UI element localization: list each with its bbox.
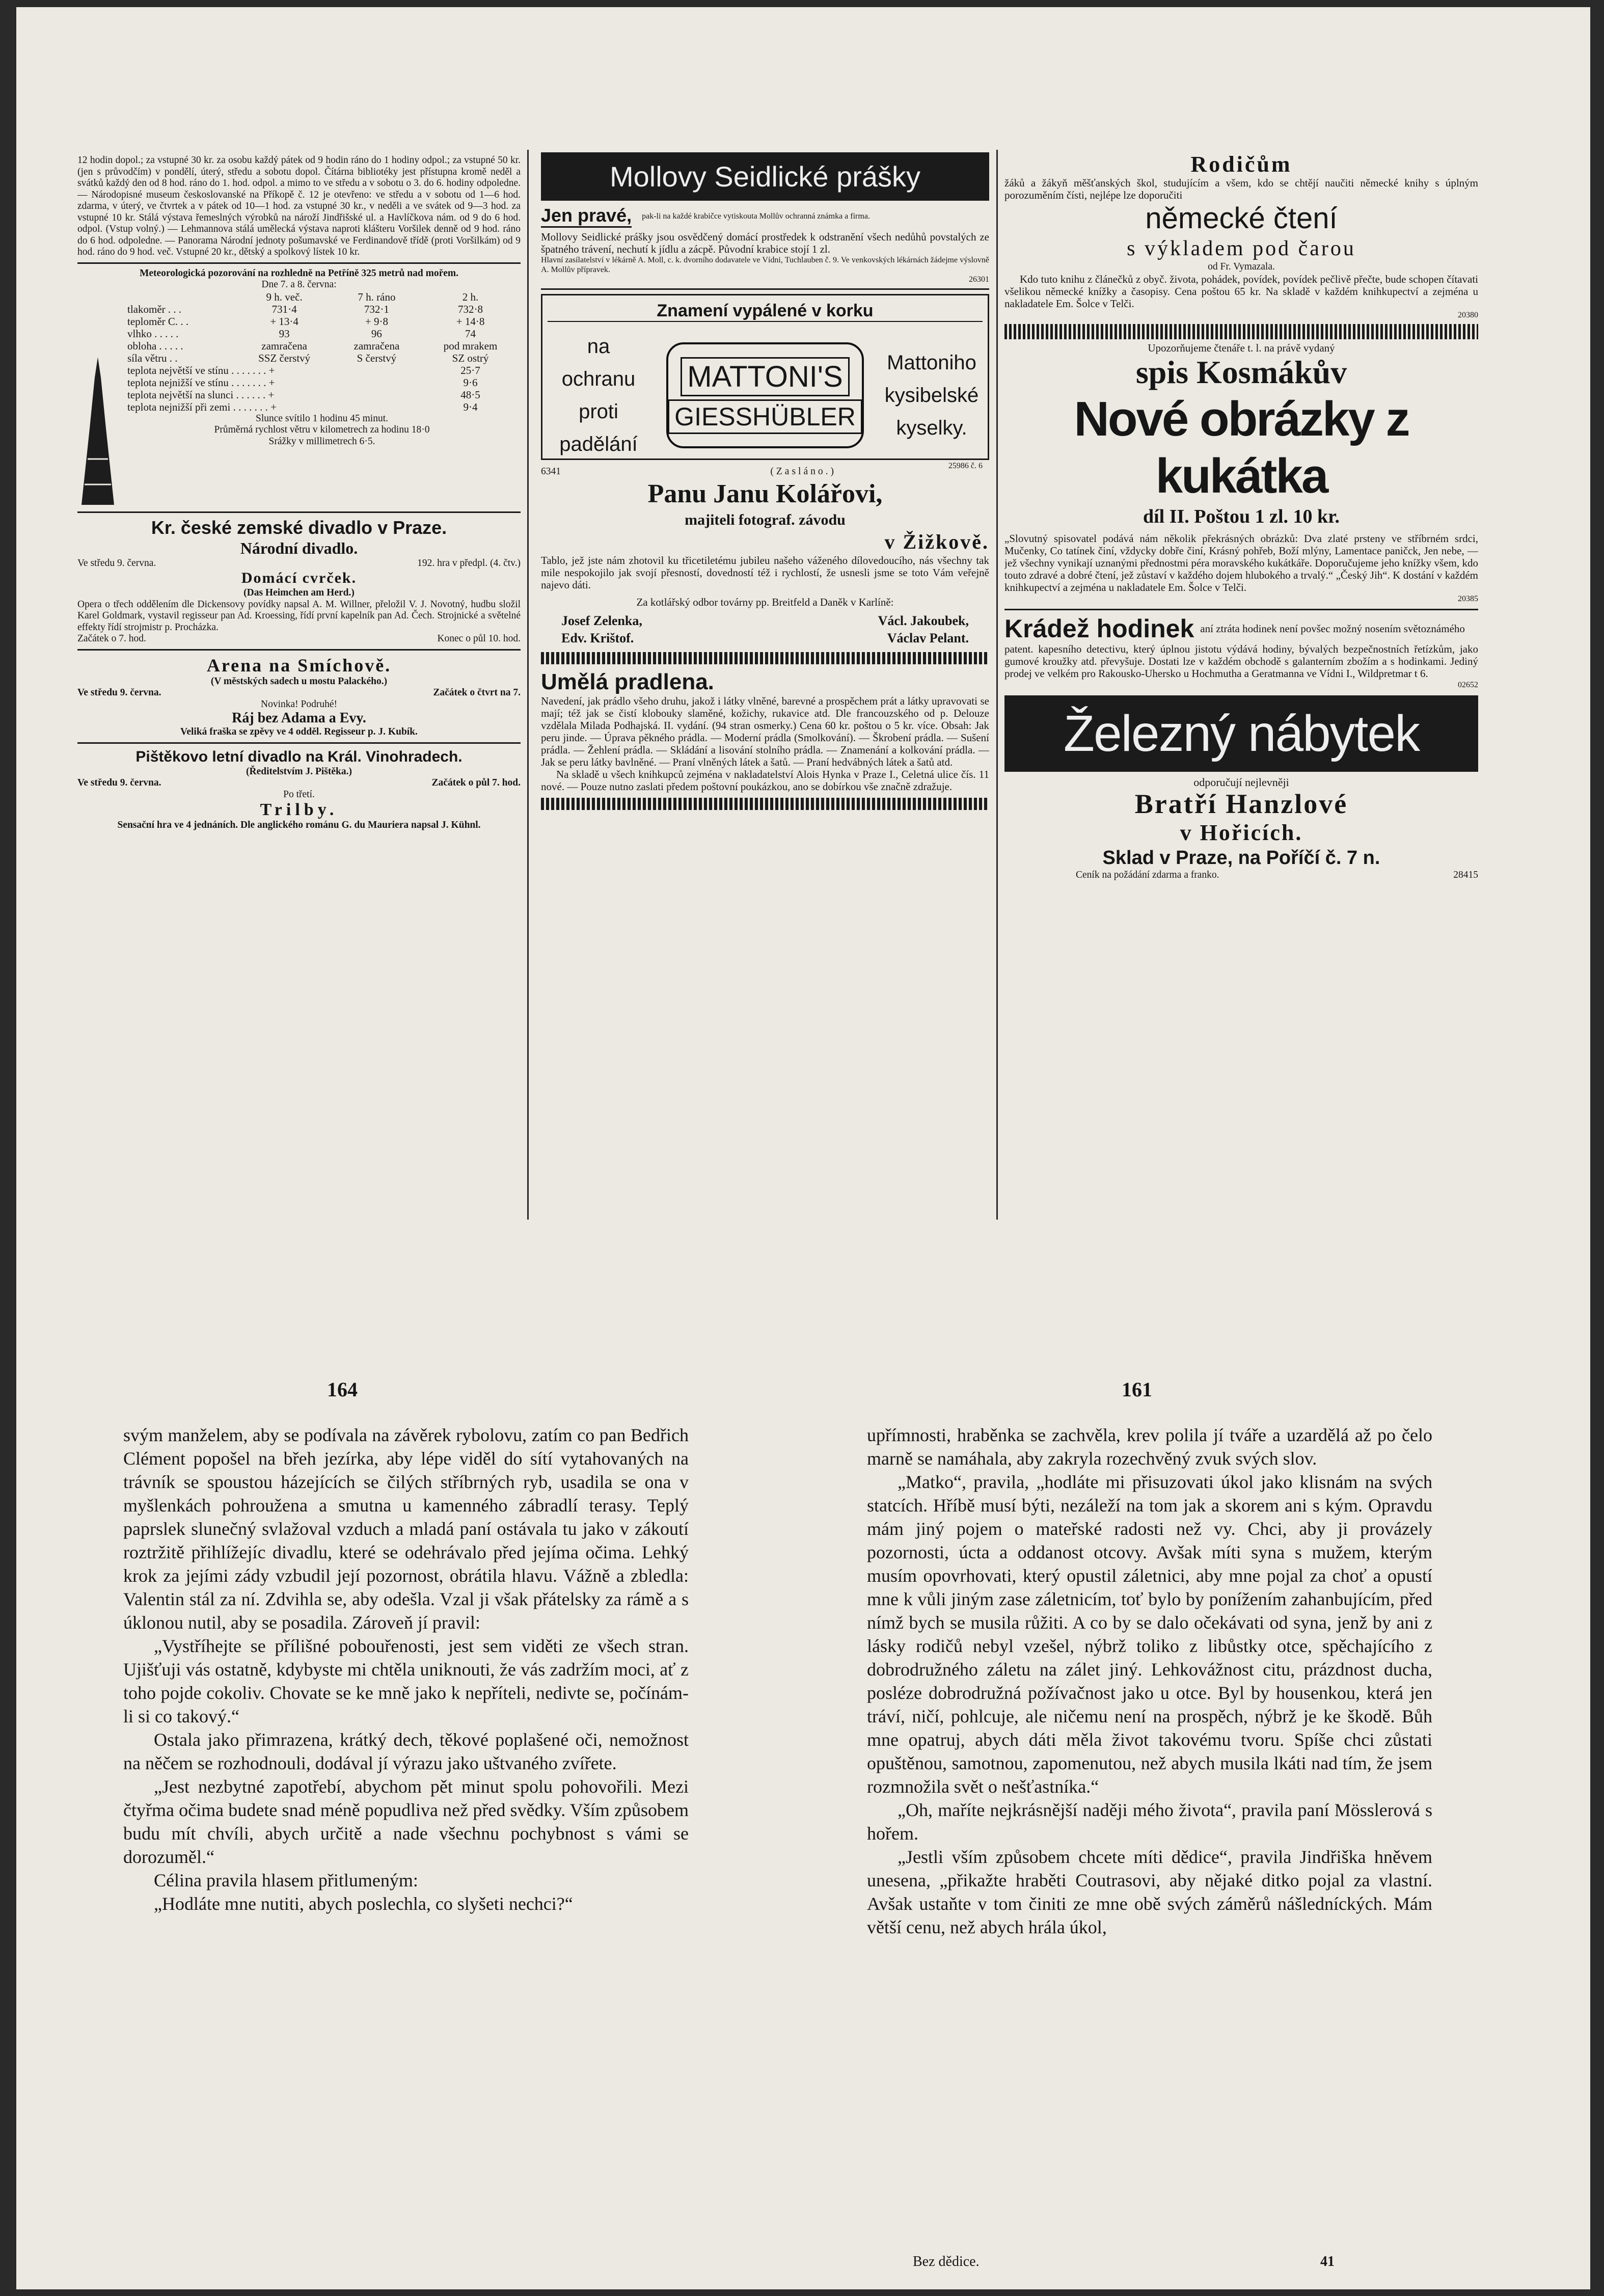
story-paragraph: Célina pravila hlasem přitlumeným: [154, 1870, 418, 1890]
arena-desc: Veliká fraška se zpěvy ve 4 odděl. Regisseur p. J. Kubík. [180, 726, 418, 737]
pradlena-text: Navedení, jak prádlo všeho druhu, jakož i látky vlněné, barevné a prospěchem prát a látky upravovati se mají; též jak se čistí klobouky slaměné, kožichy, rukavice atd. Dle francouzského od p. Delouze vzdělala Milada Podhajská. II. vydání. (94 stran osmerky.) Cena 60 kr. poštou o 5 kr. více. Obsah: Jak peru jinde. — Úprava pěkného prádla. — Moderní prádla (Smolkování). — Škrobení prádla. — Sušení prádla. — Žehlení prádla. — Skládání a lisování stolního prádla. — Znamenání a kolkování prádla. — Jak se peru látky bavlněné. — Praní vlněných látek a šatů. — Praní hedvábných látek a šatů atd. [541, 694, 989, 768]
divider [1004, 609, 1478, 610]
rodice-book-subtitle: s výkladem pod čarou [1127, 237, 1356, 260]
zelezny-town: v Hořicích. [1180, 820, 1303, 845]
moll-note: pak-li na každé krabičce vytiskouta Mollův ochranná známka a firma. [642, 212, 870, 221]
story-right [867, 1423, 1432, 1939]
meteo-head-row: 9 h. več. 7 h. ráno 2 h. [266, 290, 479, 303]
column-rule-2 [996, 150, 998, 1220]
theatre-end: Konec o půl 10. hod. [437, 633, 521, 644]
pistek-date: Ve středu 9. června. [77, 777, 161, 788]
museum-hours: 12 hodin dopol.; za vstupné 30 kr. za osobu každý pátek od 9 hodin ráno do 1 hodiny odpol.; za vstupné 50 kr. (jen s průvodčím) v pondělí, úterý, středu a sobotu dopol. Čítárna bibliotéky jest přístupna kromě neděl a svátků každý den od 8 hod. ráno do 1. hod. odpol. a mimo to ve středu a v sobotu o 3. do 6. hodiny odpoledne. — Národopisné museum českoslovanské na Příkopě č. 12 je otevřeno: ve středu a v sobotu od 1—6 hod. zdarma, v úterý, ve čtvrtek a v pátek od 10—1 hod. za vstupné 30 kr., v neděli a ve svátek od 9—3 hod. za vstupné 10 kr. Stálá výstava řemeslných výrobků na nároží Jindřišské ul. a Havlíčkova nám. od 9 do 6 hod. odpol. (Vstup volný.) — Lehmannova stálá umělecká výstava naproti klášteru Voršilek denně od 9 hod. ráno do 6 hod. odpoledne. — Panorama Národní jednoty pošumavské ve Ferdinandově třídě (proti Voršilkám) od 9 hod. ráno do 9 hod. več. Vstupné 20 kr., dětský a spolkový lístek 10 kr. [77, 155, 521, 257]
page-number-right: 161 [1122, 1378, 1152, 1401]
pistek-title: Pištěkovo letní divadlo na Král. Vinohradech. [135, 748, 463, 765]
kradez-title: Krádež hodinek [1004, 614, 1194, 643]
pistek-start: Začátek o půl 7. hod. [431, 777, 521, 788]
kolar-number: 6341 [541, 466, 561, 477]
meteo-row: obloha . . . . . zamračena zamračena pod mrakem [127, 339, 498, 352]
story-paragraph: „Jest nezbytné zapotřebí, abychom pět minut spolu pohovořili. Mezi čtyřma očima budete snad méně popudliva než před svědky. Vším způsobem budu mít chvíli, abych určitě a nade všechnu pochybnost s vámi se dorozuměl.“ [123, 1776, 689, 1867]
kolar-text: Tablo, jež jste nám zhotovil ku třicetiletému jubileu našeho váženého dílovedoucího, nás všechny tak mile nespokojilo jak svojí přesností, dovedností též i rychlostí, že usnesli jsme se toto Vám veřejně najevo dáti. [541, 554, 989, 591]
zelezny-store: Sklad v Praze, na Poříčí č. 7 n. [1102, 847, 1380, 869]
kosmak-text: „Slovutný spisovatel podává nám několik překrásných obrázků: Dva zlaté prsteny ve stříbrném srdci, Mučenky, Co tatínek činí, vždycky dobře činí, Krásný pohřeb, Boží mlýny, Lamentace paničck, Jen nebe, — jež všechny vynikají uznanými přednostmi péra moravského kukátkáře. Doporučujeme jeho knížky všem, kdo touto zdravé a dobré čtení, jež zůstaví v každého dojem hlubokého a trvalý.“ „Český Jih“. K dostání v každém knihkupectví a zejména u nakladatele Em. Šolce v Telči. [1004, 532, 1478, 593]
ornament-bar [541, 652, 989, 664]
column-left [77, 155, 521, 1240]
divider [77, 262, 521, 264]
story-paragraph: „Hodláte mne nutiti, abych poslechla, co slyšeti nechci?“ [154, 1894, 573, 1914]
pradlena-stock: Na skladě u všech knihkupců zejména v nakladatelství Alois Hynka v Praze I., Celetná ulice čís. 11 nové. — Pouze nutno zaslati předem poštovní poukázkou, ano se dobírkou vše značně zdražuje. [541, 768, 989, 793]
story-paragraph: svým manželem, aby se podívala na závěrek rybolovu, zatím co pan Bedřich Clément popošel na břeh jezírka, aby lépe viděl do sítí vytahovaných na trávník se spoustou házejících se čilých stříbrných ryb, usadila se ona v myšlenkách pohroužena a smutna u kamenného zábradlí terasy. Teplý paprslek slunečný svlažoval vzduch a mladá paní ostávala tu jako v zákoutí roztržitě přihlížejíc divadlu, které se odehrávalo před jejíma očima. Lehký krok za jejími zády vzbudil její pozornost, obrátila hlavu. Vážně a zbledla: Valentin stál za ní. Zdvihla se, aby odešla. Vzal ji však přátelsky za rámě a s úklonou nutil, aby se posadila. Zároveň jí pravil: [123, 1425, 689, 1633]
rodice-desc: Kdo tuto knihu z článečků z obyč. života, pohádek, povídek, povídek pečlivě přečte, bude schopen čítavati všelikou německé knížky a časopisy. Cena poštou 65 kr. Na skladě v každém knihkupectví a zejména u nakladatele Em. Šolce v Telči. [1004, 273, 1478, 310]
arena-start: Začátek o čtvrt na 7. [433, 687, 521, 698]
kolar-signature: Václav Pelant. [887, 630, 969, 645]
moll-distribution: Hlavní zasílatelství v lékárně A. Moll, c. k. dvorního dodavatele ve Vídni, Tuchlauben č. 9. Ve venkovských lékárnách žádejme výslovně A. Mollův přípravek. [541, 256, 989, 274]
pistek-subtitle: (Ředitelstvím J. Pištěka.) [246, 766, 352, 777]
story-paragraph: upřímnosti, hraběnka se zachvěla, krev polila jí tváře a uzardělá až po čelo marně se namáhala, aby zakryla rozechvěný zvuk svých slov. [867, 1425, 1432, 1469]
mattoni-number: 25986 č. 6 [948, 462, 983, 470]
arena-novelty: Novinka! Podruhé! [260, 698, 337, 710]
mattoni-left: proti [579, 400, 618, 423]
story-paragraph: Ostala jako přimrazena, krátký dech, těkové poplašené oči, nemožnost na něčem se rozhodnouli, dodával jí výrazu jako uštvaného zvířete. [123, 1730, 689, 1773]
meteo-table [123, 291, 521, 413]
footer-title: Bez dědice. [913, 2254, 980, 2270]
kradez-side: aní ztráta hodinek není povšec možný nosením světoznámého [1200, 623, 1465, 635]
rodice-author: od Fr. Vymazala. [1208, 261, 1275, 272]
mattoni-left: padělání [559, 433, 638, 455]
story-paragraph: „Matko“, pravila, „hodláte mi přisuzovati úkol jako klisnám na svých statcích. Hříbě musí býti, nezáleží na tom jak a skorem ani s kým. Opravdu mám jiný pojem o mateřské radosti než vy. Chci, aby ji provázely pozornosti, úcta a oddanost otcovy. Avšak míti syna s mužem, kterým musím opovrhovati, který opustil záletnici, aby mne pojal za choť a opustí mne k vůli jiným zase záletnicím, toť bylo by ponížením zahanbujícím, před nímž bych se musila růžiti. A co by se dalo očekávati od syna, jenž by ani z lásky rodičů nebyl vzešel, nýbrž toliko z libůstky otce, spěchajícího z dobrodružného záletu na zálet jiný. Lehkovážnost citu, prázdnost ducha, posléze dobrodružná požívačnost jako u otce. Byl by housenkou, která jen tráví, ničí, pohlcuje, ale ničemu není na prospěch, nýbrž je ke škodě. Bůh mne opatruj, abych dáti měla život takovému tvoru. Spíše chci zůstati opuštěnou, samotnou, zapomenutou, než abych musila lkáti nad tím, že jsem rozmnožila svět o nešťastníka.“ [867, 1472, 1432, 1797]
meteo-wind: Průměrná rychlost větru v kilometrech za hodinu 18·0 [214, 424, 430, 435]
zelezny-number: 28415 [1453, 870, 1478, 880]
divider [77, 649, 521, 651]
rodice-text: žáků a žákyň měšťanských škol, studujícím a všem, kdo se chtějí naučiti německé knihy s úplným porozuměním čísti, nejlépe lze doporučiti [1004, 177, 1478, 201]
arena-play: Ráj bez Adama a Evy. [232, 710, 366, 726]
moll-number: 26301 [969, 275, 989, 284]
meteo-rain: Srážky v millimetrech 6·5. [268, 436, 375, 447]
kolar-signature: Václ. Jakoubek, [878, 613, 969, 628]
theatre-date: Ve středu 9. června. [77, 557, 156, 569]
meteo-row: vlhko . . . . . 93 96 74 [127, 327, 476, 340]
kolar-for: Za kotlářský odbor továrny pp. Breitfeld a Daněk v Karlíně: [636, 596, 894, 608]
mattoni-right: kyselky. [896, 417, 967, 439]
kolar-subtitle: majiteli fotograf. závodu [685, 511, 846, 528]
mattoni-left: na ochranu [561, 335, 636, 390]
arena-subtitle: (V městských sadech u mostu Palackého.) [210, 676, 388, 687]
zelezny-price: Ceník na požádání zdarma a franko. [1076, 870, 1219, 880]
kradez-text: patent. kapesního detectivu, který úplnou jistotu výdává hodiny, bývalých bezpečnostních řetízkům, jako gumové kroužky atd. převyšuje. Dostati lze v každém obchodě s galanterním zbožím a s hodinkami. Jediný prodej ve velkém pro Rakousko-Uhersko u Hochmutha a Geratmanna ve Vídni I., Wildpretmar t 6. [1004, 643, 1478, 680]
moll-banner: Mollovy Seidlické prášky [541, 152, 989, 201]
arena-title: Arena na Smíchově. [206, 655, 392, 676]
mattoni-right: Mattoniho [887, 352, 976, 374]
kolar-signature: Josef Zelenka, [561, 613, 642, 628]
rodice-title: Rodičům [1190, 152, 1292, 177]
theatre-subtitle: Národní divadlo. [240, 538, 358, 557]
kosmak-note: Upozorňujeme čtenáře t. l. na právě vydaný [1148, 342, 1335, 354]
arena-date: Ve středu 9. června. [77, 687, 161, 698]
ornament-bar [541, 798, 989, 810]
kosmak-price: díl II. Poštou 1 zl. 10 kr. [1143, 505, 1340, 527]
kosmak-title: spis Kosmákův [1135, 354, 1347, 390]
kosmak-book: Nové obrázky z kukátka [1074, 391, 1409, 503]
divider [77, 511, 521, 513]
meteo-row: tlakoměr . . . 731·4 732·1 732·8 [127, 303, 483, 315]
pistek-play: Trilby. [260, 800, 338, 819]
theatre-start: Začátek o 7. hod. [77, 633, 146, 644]
kolar-place: v Žižkově. [884, 530, 989, 553]
mattoni-right: kysibelské [884, 384, 979, 407]
column-right [1004, 152, 1478, 1237]
petrin-tower-icon [77, 357, 118, 507]
meteo-extra-row: teplota nejnižší při zemi . . . . . . . + 9·4 [127, 400, 478, 413]
zelezny-recommend: odporučují nejlevněji [1193, 775, 1289, 789]
theatre-desc: Opera o třech oddělením dle Dickensovy povídky napsal A. M. Willner, přeložil V. J. Novotný, hudbu složil Karel Goldmark, vystavil regisseur pan Ad. Kroessing, řídí první kapelník pan Ad. Čech. Strojnické a světelné effekty řídí strojmistr p. Procházka. [77, 599, 521, 633]
theatre-play: Domácí cvrček. [241, 570, 357, 586]
story-paragraph: „Jestli vším způsobem chcete míti dědice“, pravila Jindřiška hněvem unesena, „přikažte hraběti Coutrasovi, aby nějaké ditko pojal za vlastní. Avšak ustaňte v tom činiti ze mne obě svých záměrů nášledníckých. Mám větší cenu, než abych hrála úkol, [867, 1847, 1432, 1937]
zelezny-banner: Železný nábytek [1004, 695, 1478, 772]
kradez-number: 02652 [1458, 681, 1478, 689]
rodice-book: německé čtení [1145, 202, 1338, 235]
kolar-title: Panu Janu Kolářovi, [647, 479, 883, 508]
moll-text: Mollovy Seidlické prášky jsou osvědčený domácí prostředek k odstranění všech nedůhů povstalých ze špatného trávení, nechutí k jídlu a zácpě. Původní krabice stojí 1 zl. [541, 231, 989, 255]
meteo-sun: Slunce svítilo 1 hodinu 45 minut. [255, 413, 388, 424]
meteo-extra-row: teplota největší ve stínu . . . . . . . + 25·7 [127, 364, 480, 376]
theatre-original: (Das Heimchen am Herd.) [243, 587, 355, 598]
story-paragraph: „Vystříhejte se přílišné pobouřenosti, jest sem viděti ze všech stran. Ujišťuji vás ostatně, kdybyste mi chtěla uniknouti, že vás zadržím moci, ať z toho pojde cokoliv. Chovate se ke mně jako k nepříteli, nedivte se, počínám-li si co takový.“ [123, 1636, 689, 1726]
kosmak-number: 20385 [1458, 594, 1478, 603]
meteo-dates: Dne 7. a 8. června: [261, 279, 337, 290]
mattoni-cork-label: MATTONI'S GIESSHÜBLER [666, 342, 864, 448]
meteo-row: síla větru . . SSZ čerstvý S čerstvý SZ ostrý [127, 352, 489, 364]
theatre-performance: 192. hra v předpl. (4. čtv.) [417, 557, 521, 569]
divider [541, 288, 989, 290]
story-left [123, 1423, 689, 1915]
mattoni-ad [541, 294, 989, 470]
meteo-title: Meteorologická pozorování na rozhledně na Petříně 325 metrů nad mořem. [139, 267, 459, 279]
zelezny-firm: Bratří Hanzlové [1134, 789, 1348, 819]
story-paragraph: „Oh, maříte nejkrásnější naději mého života“, pravila paní Mösslerová s hořem. [867, 1800, 1432, 1844]
kolar-signature: Edv. Krištof. [561, 630, 634, 645]
rodice-number: 20380 [1458, 310, 1478, 319]
mattoni-title: Znamení vypálené v korku [548, 301, 983, 322]
meteo-extra-row: teplota nejnižší ve stínu . . . . . . . + 9·6 [127, 376, 478, 389]
meteo-row: teploměr C. . . + 13·4 + 9·8 + 14·8 [127, 315, 485, 328]
column-rule-1 [527, 150, 529, 1220]
kolar-tag: (Zasláno.) [770, 466, 836, 477]
meteo-extra-row: teplota největší na slunci . . . . . . + 48·5 [127, 388, 480, 401]
newspaper-page [16, 7, 1590, 2289]
ornament-bar [1004, 324, 1478, 339]
moll-only-genuine: Jen pravé, [541, 205, 632, 228]
theatre-title: Kr. české zemské divadlo v Praze. [151, 517, 447, 538]
pistek-third: Po třetí. [283, 789, 315, 800]
divider [77, 742, 521, 744]
page-number-left: 164 [327, 1378, 358, 1401]
column-middle [541, 152, 989, 1237]
footer-number: 41 [1320, 2254, 1335, 2270]
pradlena-title: Umělá pradlena. [541, 669, 714, 694]
pistek-desc: Sensační hra ve 4 jednáních. Dle anglického románu G. du Mauriera napsal J. Kühnl. [117, 820, 481, 830]
